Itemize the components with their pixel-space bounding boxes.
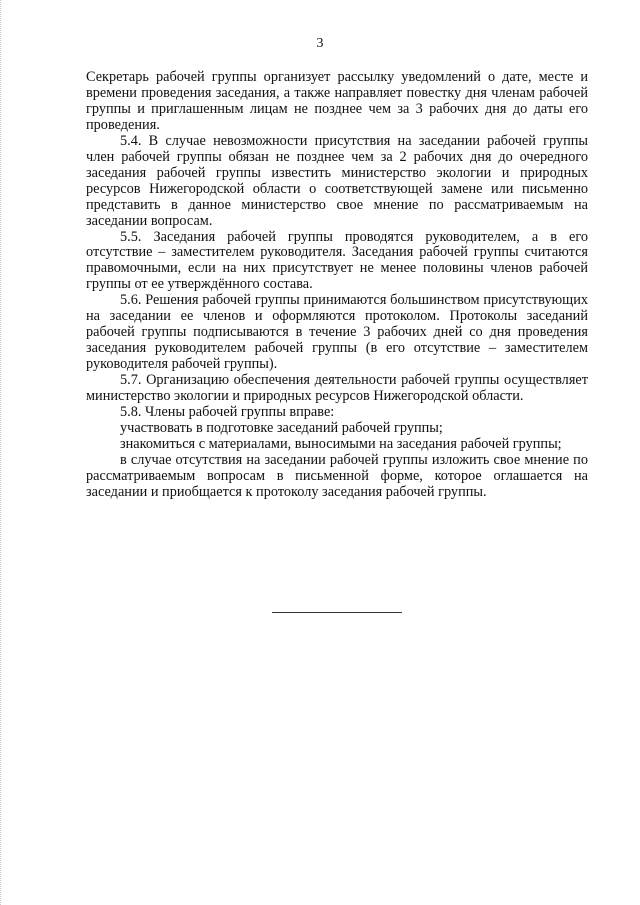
paragraph-5-7: 5.7. Организацию обеспечения деятельности рабочей группы осуществляет министерство экологии и природных ресурсов Нижегородской области. [86,372,588,405]
scan-edge-marks [0,0,2,905]
document-body [86,70,588,501]
list-item-participate: участвовать в подготовке заседаний рабочей группы; [120,419,443,436]
paragraph-5-4: 5.4. В случае невозможности присутствия на заседании рабочей группы член рабочей группы обязан не позднее чем за 2 рабочих дня до очередного заседания рабочей группы известить министерство экологии и природных ресурсов Нижегородской области о соответствующей замене или письменно представить в данное министерство свое мнение по рассматриваемым на заседании вопросам. [86,132,588,229]
closing-rule [272,612,402,613]
paragraph-5-8: 5.8. Члены рабочей группы вправе: [120,404,335,421]
paragraph-5-6: 5.6. Решения рабочей группы принимаются большинством присутствующих на заседании ее членов и оформляются протоколом. Протоколы заседаний рабочей группы подписываются в течение 3 рабочих дней со дня проведения заседания руководителем рабочей группы (в его отсутствие – заместителем руководителя рабочей группы). [86,292,588,373]
page-number: 3 [316,36,324,51]
list-item-review-materials: знакомиться с материалами, выносимыми на заседания рабочей группы; [120,435,562,452]
list-item-written-opinion: в случае отсутствия на заседании рабочей группы изложить свое мнение по рассматриваемым вопросам в письменной форме, которое оглашается на заседании и приобщается к протоколу заседания рабочей группы. [86,451,588,500]
paragraph-5-5: 5.5. Заседания рабочей группы проводятся руководителем, а в его отсутствие – заместителем руководителя. Заседания рабочей группы считаются правомочными, если на них присутствует не менее половины членов рабочей группы от ее утверждённого состава. [86,228,588,293]
paragraph-secretary-notice: Секретарь рабочей группы организует рассылку уведомлений о дате, месте и времени проведения заседания, а также направляет повестку дня членам рабочей группы и приглашенным лицам не позднее чем за 3 рабочих дня до даты его проведения. [86,69,588,133]
